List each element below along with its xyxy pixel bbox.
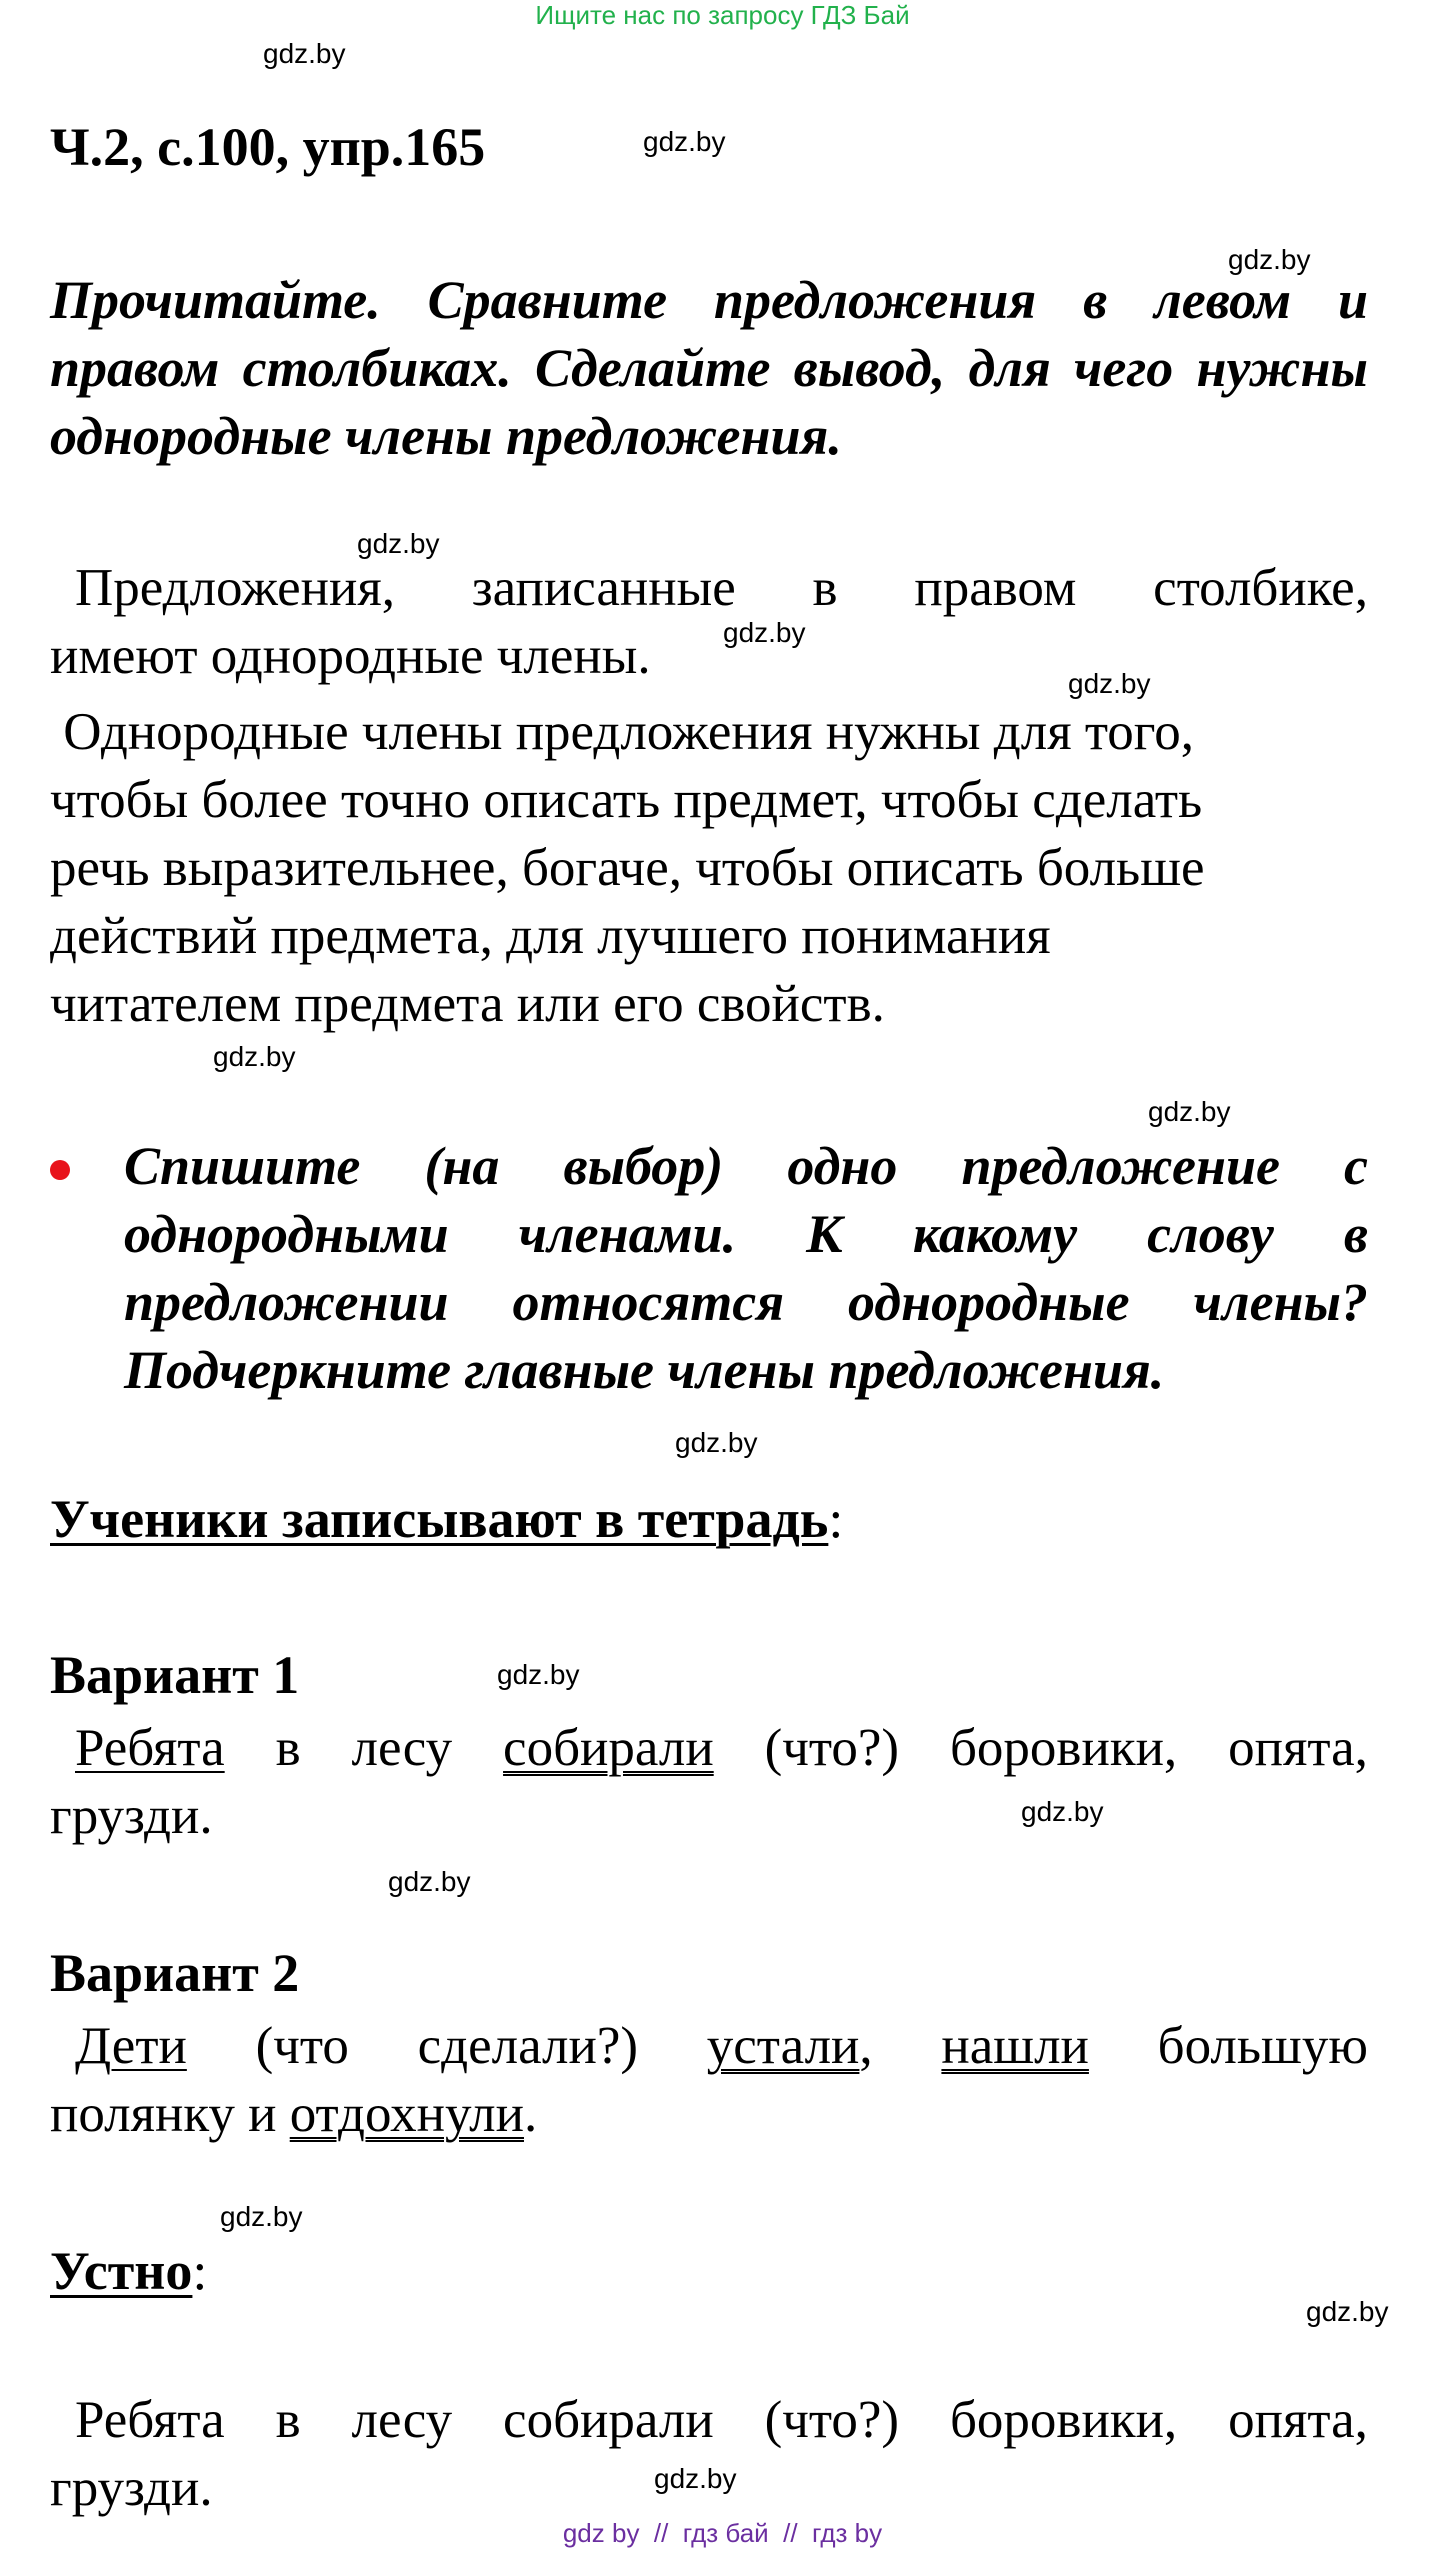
oral-title-text: Устно <box>50 2241 193 2301</box>
word: столбике, <box>1153 559 1368 617</box>
variant-1-title: Вариант 1 <box>50 1645 300 1705</box>
predicate-word: отдохнули <box>289 2085 524 2143</box>
subject-word: Ребята <box>75 1719 225 1777</box>
answer-1-line-1 <box>75 558 1368 618</box>
predicate-word: нашли <box>941 2017 1089 2075</box>
task-2: Спишите (на выбор) одно предложение с однородными членами. К какому слову в предложении относятся однородные члены? Подчеркните главные члены предложения. <box>124 1136 1368 1400</box>
predicate-word: собирали <box>503 1719 714 1777</box>
task-1: Прочитайте. Сравните предложения в левом и правом столбиках. Сделайте вывод, для чего нужны однородные члены предложения. <box>50 270 1368 466</box>
word: сделали?) <box>417 2017 639 2075</box>
watermark: gdz.by <box>1021 1796 1104 1827</box>
watermark: gdz.by <box>263 38 346 69</box>
oral-title <box>50 2240 207 2302</box>
comma: , <box>859 2017 873 2075</box>
word: (что?) <box>764 1719 900 1777</box>
watermark: gdz.by <box>497 1659 580 1690</box>
answer-2-line-4: действий предмета, для лучшего понимания <box>50 907 1051 965</box>
answer-1-line-2: имеют однородные члены. <box>50 627 651 685</box>
word: лесу <box>351 2391 453 2449</box>
bullet-icon <box>50 1160 70 1180</box>
word: в <box>812 559 838 617</box>
word: (что <box>255 2017 349 2075</box>
word: (что?) <box>764 2391 900 2449</box>
notebook-title-text: Ученики записывают в тетрадь <box>50 1489 829 1549</box>
watermark: gdz.by <box>213 1041 296 1072</box>
word: опята, <box>1228 1719 1368 1777</box>
subject-word: Дети <box>75 2017 187 2075</box>
watermark: gdz.by <box>1068 668 1151 699</box>
word: боровики, <box>949 1719 1178 1777</box>
variant-1-line-1 <box>75 1718 1368 1778</box>
word: записанные <box>471 559 736 617</box>
text: . <box>523 2085 538 2143</box>
watermark: gdz.by <box>1148 1096 1231 1127</box>
page-title: Ч.2, с.100, упр.165 <box>50 117 486 177</box>
watermark: gdz.by <box>723 617 806 648</box>
word: в <box>275 2391 301 2449</box>
top-banner: Ищите нас по запросу ГДЗ Бай <box>535 0 910 30</box>
answer-2-line-3: речь выразительнее, богаче, чтобы описать больше <box>50 839 1205 897</box>
notebook-title <box>50 1488 843 1550</box>
word: Предложения, <box>75 559 395 617</box>
word: лесу <box>351 1719 453 1777</box>
word: опята, <box>1228 2391 1368 2449</box>
variant-2-title: Вариант 2 <box>50 1943 300 2003</box>
watermark: gdz.by <box>675 1427 758 1458</box>
word: боровики, <box>949 2391 1178 2449</box>
answer-2-line-1: Однородные члены предложения нужны для того, <box>50 703 1194 761</box>
watermark: gdz.by <box>1228 244 1311 275</box>
variant-2-line-2 <box>50 2084 537 2144</box>
oral-line-1 <box>75 2390 1368 2450</box>
variant-2-line-1 <box>75 2016 1368 2076</box>
variant-1-line-2: грузди. <box>50 1787 213 1845</box>
colon: : <box>192 2241 208 2301</box>
word: правом <box>914 559 1077 617</box>
colon: : <box>828 1489 844 1549</box>
watermark: gdz.by <box>1306 2296 1389 2327</box>
watermark: gdz.by <box>357 528 440 559</box>
predicate-word: устали <box>706 2017 860 2075</box>
watermark: gdz.by <box>643 126 726 157</box>
watermark: gdz.by <box>220 2201 303 2232</box>
watermark: gdz.by <box>654 2463 737 2494</box>
watermark: gdz.by <box>388 1866 471 1897</box>
answer-2-line-5: читателем предмета или его свойств. <box>50 975 885 1033</box>
word: большую <box>1157 2017 1368 2075</box>
answer-2-line-2: чтобы более точно описать предмет, чтобы сделать <box>50 771 1203 829</box>
text: полянку и <box>50 2085 290 2143</box>
word: Ребята <box>75 2391 225 2449</box>
oral-line-2: грузди. <box>50 2459 213 2517</box>
word: собирали <box>503 2391 714 2449</box>
word: в <box>275 1719 301 1777</box>
footer: gdz by // гдз бай // гдз by <box>562 2518 883 2548</box>
